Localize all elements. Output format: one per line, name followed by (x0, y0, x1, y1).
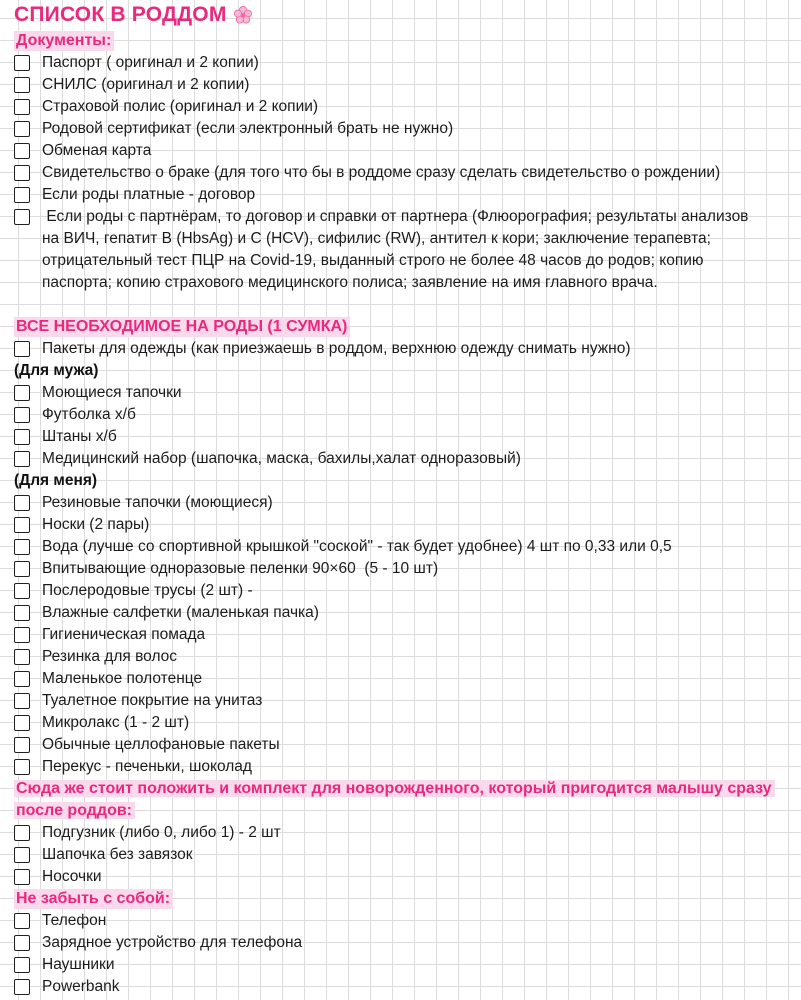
item-label: Если роды платные - договор (42, 186, 256, 203)
checkbox-icon[interactable] (14, 715, 30, 731)
item-label: Штаны х/б (42, 428, 117, 445)
checkbox-icon[interactable] (14, 517, 30, 533)
checkbox-icon[interactable] (14, 693, 30, 709)
checkbox-icon[interactable] (14, 627, 30, 643)
checklist-item[interactable] (14, 74, 794, 96)
checkbox-icon[interactable] (14, 99, 30, 115)
checklist-item[interactable] (14, 140, 794, 162)
item-label: Перекус - печеньки, шоколад (42, 758, 252, 775)
checkbox-icon[interactable] (14, 77, 30, 93)
item-label: Powerbank (42, 978, 120, 995)
checkbox-icon[interactable] (14, 737, 30, 753)
checkbox-icon[interactable] (14, 209, 30, 225)
item-label: Подгузник (либо 0, либо 1) - 2 шт (42, 824, 281, 841)
item-label: Страховой полис (оригинал и 2 копии) (42, 98, 319, 115)
title-row (14, 0, 794, 30)
item-label: Послеродовые трусы (2 шт) - (42, 582, 253, 599)
checkbox-icon[interactable] (14, 913, 30, 929)
item-label: Вода (лучше со спортивной крышкой "соской" - так будет удобнее) 4 шт по 0,33 или 0,5 (42, 538, 672, 555)
checkbox-icon[interactable] (14, 605, 30, 621)
item-label: СНИЛС (оригинал и 2 копии) (42, 76, 250, 93)
checkbox-icon[interactable] (14, 187, 30, 203)
checkbox-icon[interactable] (14, 165, 30, 181)
checkbox-icon[interactable] (14, 935, 30, 951)
item-label: Впитывающие одноразовые пеленки 90×60 (5 - 10 шт) (42, 560, 439, 577)
item-label: Резинка для волос (42, 648, 178, 665)
checkbox-icon[interactable] (14, 407, 30, 423)
item-label: Медицинский набор (шапочка, маска, бахилы,халат одноразовый) (42, 450, 521, 467)
section-heading-birth-bag (14, 316, 794, 338)
item-label: Микролакс (1 - 2 шт) (42, 714, 190, 731)
checklist-item[interactable] (14, 756, 794, 778)
checklist-item[interactable] (14, 52, 794, 74)
checklist-item[interactable] (14, 118, 794, 140)
checkbox-icon[interactable] (14, 979, 30, 995)
item-label: Маленькое полотенце (42, 670, 203, 687)
item-label: Моющиеся тапочки (42, 384, 182, 401)
checkbox-icon[interactable] (14, 561, 30, 577)
checkbox-icon[interactable] (14, 121, 30, 137)
checklist-item[interactable] (14, 932, 794, 954)
checkbox-icon[interactable] (14, 429, 30, 445)
section-heading-dont-forget (14, 888, 794, 910)
item-label: Шапочка без завязок (42, 846, 193, 863)
item-label: Телефон (42, 912, 107, 929)
checkbox-icon[interactable] (14, 55, 30, 71)
checklist-item[interactable] (14, 206, 794, 294)
checklist-item[interactable] (14, 646, 794, 668)
checklist-item[interactable] (14, 734, 794, 756)
item-label: Носочки (42, 868, 102, 885)
item-label: Футболка х/б (42, 406, 136, 423)
page-title: СПИСОК В РОДДОМ (14, 3, 227, 26)
checklist-item[interactable] (14, 184, 794, 206)
flower-icon (233, 5, 253, 25)
item-label: Если роды с партнёрам, то договор и справки от партнера (Флюорография; результаты анализов на ВИЧ, гепатит В (HbsAg) и С (HCV), сифилис (RW), антител к кори; заключение терапевта; отрицательный тест ПЦР на Covid-19, выданный строго не более 48 часов до родов; копию паспорта; копию страхового медицинского полиса; заявление на имя главного врача. (42, 208, 753, 291)
checklist-item[interactable] (14, 492, 794, 514)
checklist-item[interactable] (14, 712, 794, 734)
section-heading-newborn (14, 778, 794, 822)
section-heading-documents (14, 30, 794, 52)
checklist-item[interactable] (14, 536, 794, 558)
checkbox-icon[interactable] (14, 495, 30, 511)
checklist-item[interactable] (14, 844, 794, 866)
checkbox-icon[interactable] (14, 869, 30, 885)
checklist-item[interactable] (14, 514, 794, 536)
checkbox-icon[interactable] (14, 451, 30, 467)
checkbox-icon[interactable] (14, 957, 30, 973)
checklist-item[interactable] (14, 558, 794, 580)
subheading-husband: (Для мужа) (14, 362, 99, 379)
checklist-page (14, 0, 794, 998)
checklist-item[interactable] (14, 954, 794, 976)
checklist-item[interactable] (14, 976, 794, 998)
checkbox-icon[interactable] (14, 539, 30, 555)
checklist-item[interactable] (14, 448, 794, 470)
checklist-item[interactable] (14, 96, 794, 118)
checklist-item[interactable] (14, 162, 794, 184)
item-label: Наушники (42, 956, 115, 973)
checkbox-icon[interactable] (14, 649, 30, 665)
checklist-item[interactable] (14, 822, 794, 844)
section-heading-text: Не забыть с собой: (14, 889, 173, 909)
section-heading-text: Документы: (14, 31, 114, 51)
item-label: Влажные салфетки (маленькая пачка) (42, 604, 319, 621)
item-label: Пакеты для одежды (как приезжаешь в роддом, верхнюю одежду снимать нужно) (42, 340, 631, 357)
spacer (14, 294, 794, 316)
item-label: Туалетное покрытие на унитаз (42, 692, 263, 709)
checkbox-icon[interactable] (14, 759, 30, 775)
item-label: Зарядное устройство для телефона (42, 934, 303, 951)
item-label: Родовой сертификат (если электронный брать не нужно) (42, 120, 454, 137)
checklist-item[interactable] (14, 602, 794, 624)
item-label: Резиновые тапочки (моющиеся) (42, 494, 273, 511)
item-label: Обменая карта (42, 142, 152, 159)
subheading-me: (Для меня) (14, 472, 98, 489)
item-label: Паспорт ( оригинал и 2 копии) (42, 54, 259, 71)
section-heading-text: Сюда же стоит положить и комплект для новорожденного, который пригодится малышу сразу после роддов: (14, 780, 775, 819)
section-heading-text: ВСЕ НЕОБХОДИМОЕ НА РОДЫ (1 СУМКА) (14, 317, 350, 337)
checklist-item[interactable] (14, 866, 794, 888)
checklist-item[interactable] (14, 624, 794, 646)
checkbox-icon[interactable] (14, 385, 30, 401)
checklist-item[interactable] (14, 580, 794, 602)
checklist-item[interactable] (14, 404, 794, 426)
checklist-item[interactable] (14, 382, 794, 404)
checkbox-icon[interactable] (14, 847, 30, 863)
checkbox-icon[interactable] (14, 671, 30, 687)
checkbox-icon[interactable] (14, 583, 30, 599)
checkbox-icon[interactable] (14, 341, 30, 357)
checklist-item[interactable] (14, 910, 794, 932)
item-label: Свидетельство о браке (для того что бы в роддоме сразу сделать свидетельство о рождении) (42, 164, 721, 181)
checklist-item[interactable] (14, 426, 794, 448)
checkbox-icon[interactable] (14, 825, 30, 841)
checklist-item[interactable] (14, 668, 794, 690)
checkbox-icon[interactable] (14, 143, 30, 159)
item-label: Обычные целлофановые пакеты (42, 736, 280, 753)
checklist-item[interactable] (14, 690, 794, 712)
checklist-item[interactable] (14, 338, 794, 360)
item-label: Гигиеническая помада (42, 626, 206, 643)
item-label: Носки (2 пары) (42, 516, 150, 533)
